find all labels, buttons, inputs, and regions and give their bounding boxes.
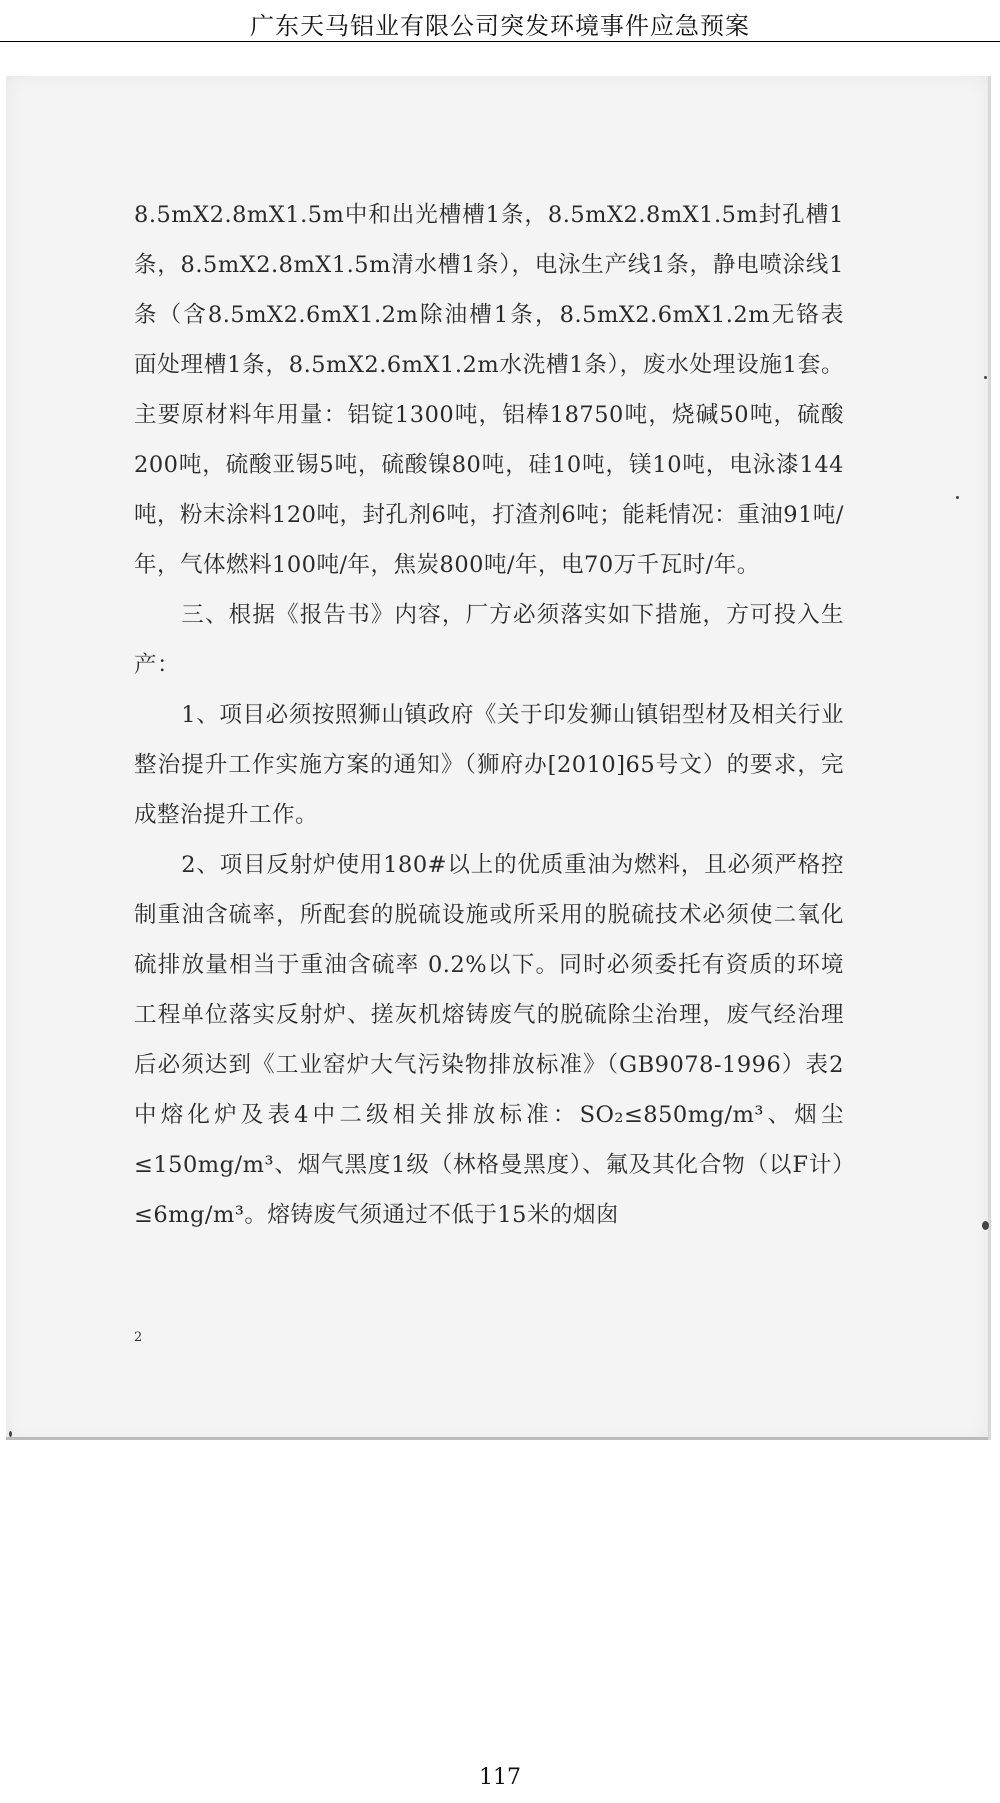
paragraph-item-1: 1、项目必须按照狮山镇政府《关于印发狮山镇铝型材及相关行业整治提升工作实施方案的通知》（狮府办[2010]65号文）的要求，完成整治提升工作。	[134, 702, 844, 828]
scan-speck	[956, 496, 959, 499]
scanned-page	[6, 76, 991, 1440]
page-header	[0, 0, 1000, 42]
scan-speck	[984, 376, 987, 379]
paragraph-section-three: 三、根据《报告书》内容，厂方必须落实如下措施，方可投入生产：	[134, 602, 844, 678]
page-number: 117	[479, 1765, 521, 1790]
paragraph-equipment-list: 8.5mX2.8mX1.5m中和出光槽槽1条，8.5mX2.8mX1.5m封孔槽1条，8.5mX2.8mX1.5m清水槽1条），电泳生产线1条，静电喷涂线1条（含8.5mX2.6mX1.2m除油槽1条，8.5mX2.6mX1.2m无铬表面处理槽1条，8.5mX2.6mX1.2m水洗槽1条），废水处理设施1套。主要原材料年用量：铝锭1300吨，铝棒18750吨，烧碱50吨，硫酸200吨，硫酸亚锡5吨，硫酸镍80吨，硅10吨，镁10吨，电泳漆144吨，粉末涂料120吨，封孔剂6吨，打渣剂6吨；能耗情况：重油91吨/年，气体燃料100吨/年，焦炭800吨/年，电70万千瓦时/年。	[134, 202, 844, 578]
scanned-text	[134, 190, 844, 1240]
paragraph-item-2: 2、项目反射炉使用180#以上的优质重油为燃料，且必须严格控制重油含硫率，所配套的脱硫设施或所采用的脱硫技术必须使二氧化硫排放量相当于重油含硫率 0.2%以下。同时必须委托有资质的环境工程单位落实反射炉、搓灰机熔铸废气的脱硫除尘治理，废气经治理后必须达到《工业窑炉大气污染物排放标准》（GB9078-1996）表2中熔化炉及表4中二级相关排放标准：SO₂≤850mg/m³、烟尘≤150mg/m³、烟气黑度1级（林格曼黑度）、氟及其化合物（以F计）≤6mg/m³。熔铸废气须通过不低于15米的烟囱	[134, 852, 844, 1228]
document-title: 广东天马铝业有限公司突发环境事件应急预案	[250, 12, 750, 40]
scanned-page-number: 2	[134, 1330, 143, 1345]
scan-edge	[6, 1437, 988, 1440]
scan-speck	[982, 1221, 989, 1230]
